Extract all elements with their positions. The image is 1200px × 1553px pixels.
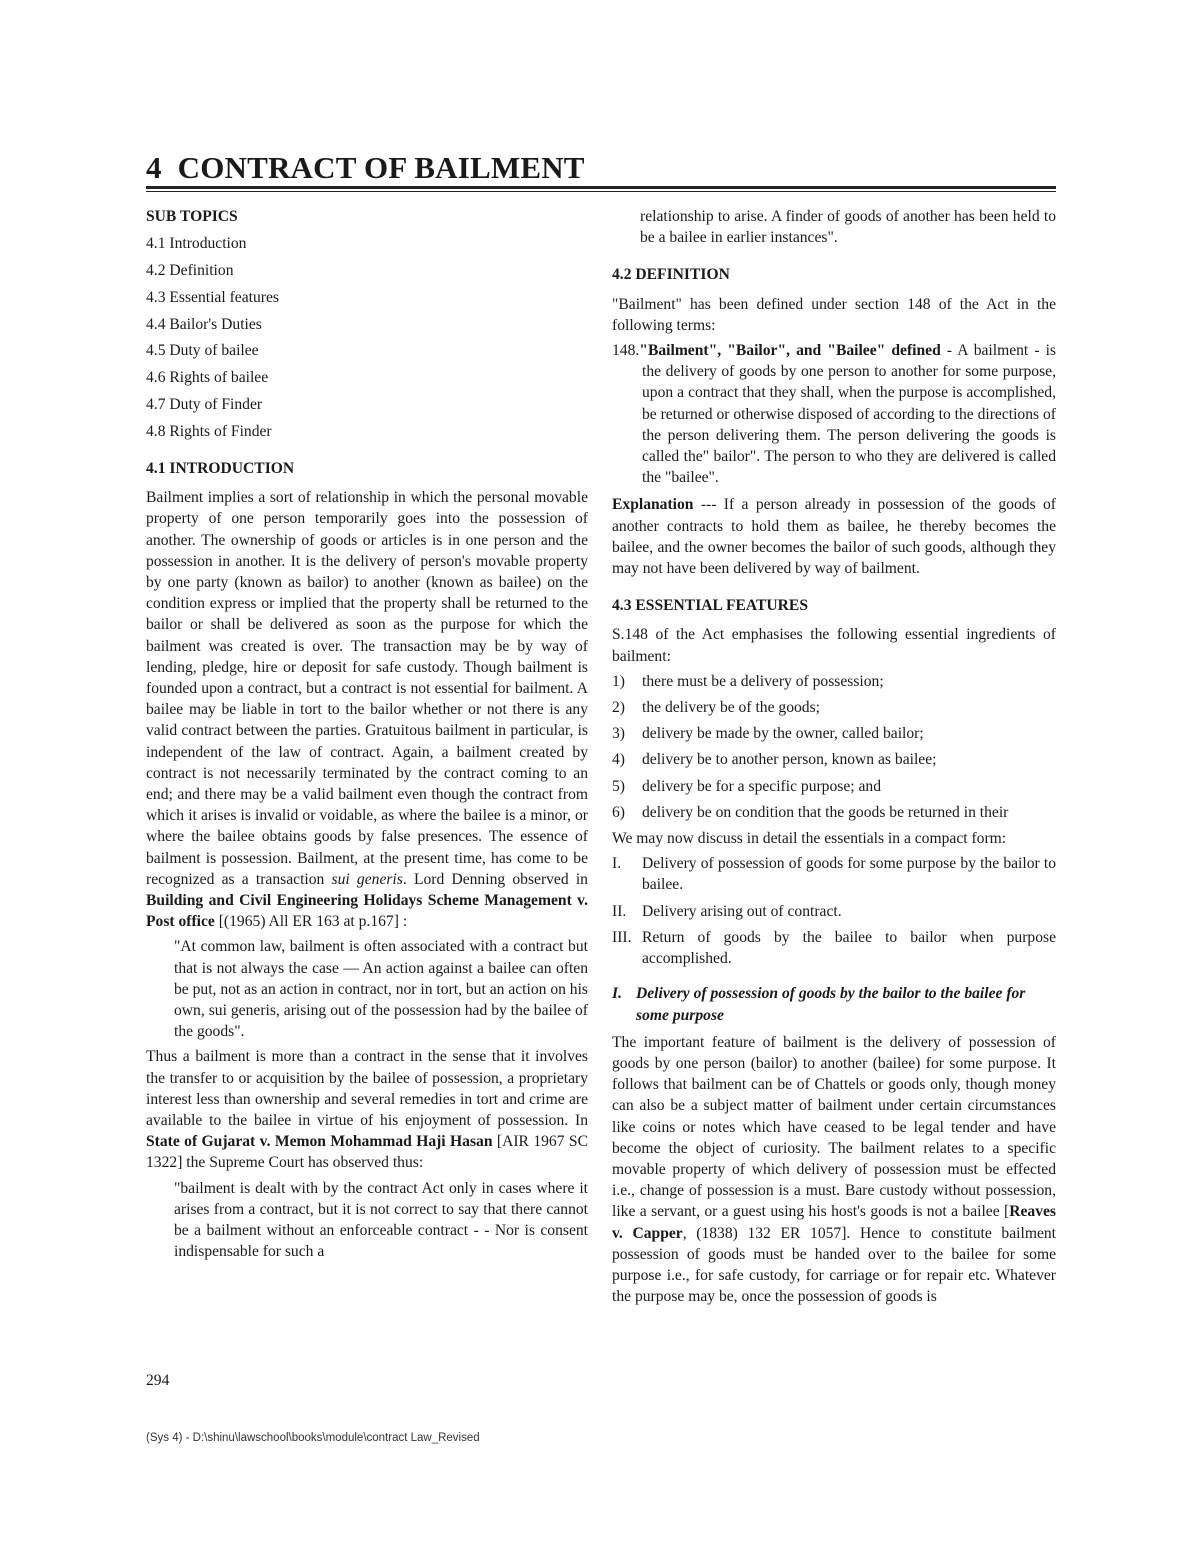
introduction-paragraph-2: Thus a bailment is more than a contract in the sense that it involves the transfer to or acquisition by the bailee of possession, a proprietary interest less than ownership and several remedies in tort and crime are available to the bailee in virtue of his enjoyment of possession. In State of Gujarat v. Memon Mohammad Haji Hasan [AIR 1967 SC 1322] the Supreme Court has observed thus:	[146, 1048, 588, 1172]
sub-topic-item: 4.6 Rights of bailee	[146, 369, 269, 387]
sub-topics-heading: SUB TOPICS	[146, 208, 238, 225]
explanation-paragraph: Explanation --- If a person already in possession of the goods of another contracts to hold them as bailee, he thereby becomes the bailee, and the owner becomes the bailor of such goods, although they may not have been delivered by way of bailment.	[612, 496, 1056, 578]
essential-features-heading: 4.3 ESSENTIAL FEATURES	[612, 597, 808, 615]
definition-heading: 4.2 DEFINITION	[612, 266, 730, 284]
case-citation: State of Gujarat v. Memon Mohammad Haji Hasan	[146, 1133, 493, 1151]
section-148-text: 148."Bailment", "Bailor", and "Bailee" defined - A bailment - is the delivery of goods by one person to another for some purpose, upon a contract that they shall, when the purpose is accomplished, be returned or otherwise disposed of according to the directions of the person delivering them. The person delivering the goods is called the" bailor". The person to who they are delivered is called the "bailee".	[612, 342, 1056, 487]
sub-topics-list	[146, 233, 588, 442]
introduction-heading: 4.1 INTRODUCTION	[146, 459, 295, 477]
list-item: 1) there must be a delivery of possession;	[612, 672, 884, 690]
case-citation: Building and Civil Engineering Holidays Scheme Management v. Post office	[146, 892, 588, 931]
list-item: 4) delivery be to another person, known as bailee;	[612, 751, 937, 769]
quote-supreme-court: "bailment is dealt with by the contract Act only in cases where it arises from a contract, but it is not correct to say that there cannot be a bailment without an enforceable contract - - Nor is consent indispensable for such a	[174, 1179, 588, 1261]
sub-topic-item: 4.2 Definition	[146, 262, 234, 279]
title-rule-thick	[146, 186, 1056, 189]
sub-topic-item: 4.1 Introduction	[146, 235, 247, 253]
list-item: 6) delivery be on condition that the goods be returned in their	[612, 803, 1009, 821]
chapter-title: 4 CONTRACT OF BAILMENT	[146, 150, 585, 185]
list-item: II. Delivery arising out of contract.	[612, 902, 842, 920]
list-item: I. Delivery of possession of goods for some purpose by the bailor to bailee.	[612, 855, 1056, 894]
sub-topic-item: 4.8 Rights of Finder	[146, 422, 272, 440]
list-item: 5) delivery be for a specific purpose; and	[612, 777, 882, 795]
subsection-heading: I. Delivery of possession of goods by the bailor to the bailee for some purpose	[612, 985, 1026, 1024]
sub-topic-item: 4.3 Essential features	[146, 288, 279, 306]
sub-topic-item: 4.4 Bailor's Duties	[146, 315, 262, 333]
title-rule-thin	[146, 191, 1056, 192]
quote-supreme-court-continued: relationship to arise. A finder of goods of another has been held to be a bailee in earlier instances".	[640, 208, 1056, 247]
page-number: 294	[146, 1372, 170, 1389]
delivery-of-possession-paragraph: The important feature of bailment is the delivery of possession of goods by one person (bailor) to another (bailee) for some purpose. It follows that bailment can be of Chattels or goods only, though money can also be a subject matter of bailment under certain circumstances like coins or notes which have ceased to be legal tender and have become the object of curiosity. The bailment relates to a specific movable property of which delivery of possession must be effected i.e., change of possession is a must. Bare custody without possession, like a servant, or a guest using his host's goods is not a bailee [Reaves v. Capper, (1838) 132 ER 1057]. Hence to constitute bailment possession of goods must be handed over to the bailee for some purpose i.e., for safe custody, for carriage or for repair etc. Whatever the purpose may be, once the possession of goods is	[612, 1033, 1056, 1306]
list-item: III. Return of goods by the bailee to bailor when purpose accomplished.	[612, 928, 1056, 968]
right-column	[612, 206, 1056, 1307]
discuss-sentence: We may now discuss in detail the essentials in a compact form:	[612, 830, 1007, 848]
file-path-footer: (Sys 4) - D:\shinu\lawschool\books\module\contract Law_Revised	[146, 1432, 480, 1444]
list-item: 2) the delivery be of the goods;	[612, 699, 820, 717]
sub-topic-item: 4.5 Duty of bailee	[146, 342, 259, 360]
case-citation: Reaves v. Capper	[612, 1203, 1056, 1242]
quote-denning: "At common law, bailment is often associated with a contract but that is not always the case — An action against a bailee can often be put, not as an action in contract, nor in tort, but an action on his own, sui generis, arising out of the possession had by the bailee of the goods".	[174, 938, 589, 1041]
list-item: 3) delivery be made by the owner, called bailor;	[612, 725, 924, 743]
left-column	[146, 206, 588, 1267]
sub-topic-item: 4.7 Duty of Finder	[146, 395, 263, 413]
roman-list	[612, 853, 1056, 969]
essential-features-intro: S.148 of the Act emphasises the following essential ingredients of bailment:	[612, 626, 1056, 665]
essential-ingredients-list	[612, 671, 1056, 823]
introduction-paragraph: Bailment implies a sort of relationship in which the personal movable property of one person temporarily goes into the possession of another. The ownership of goods or articles is in one person and the possession in another. It is the delivery of person's movable property by one party (known as bailor) to another (known as bailee) on the condition express or implied that the property shall be returned to the bailor or shall be delivered as soon as the purpose for which the bailment was created is over. The transaction may be by way of lending, pledge, hire or deposit for safe custody. Though bailment is founded upon a contract, but a contract is not essential for bailment. A bailee may be liable in tort to the bailor whether or not there is any valid contract between the parties. Gratuitous bailment in particular, is independent of the law of contract. Again, a bailment created by contract is not necessarily terminated by the contract coming to an end; and there may be a valid bailment even though the contract from which it arises is invalid or voidable, as where the bailee is a minor, or where the bailee obtains goods by false presences. The essence of bailment is possession. Bailment, at the present time, has come to be recognized as a transaction sui generis. Lord Denning observed in Building and Civil Engineering Holidays Scheme Management v. Post office [(1965) All ER 163 at p.167] :	[146, 489, 588, 931]
definition-intro: "Bailment" has been defined under section 148 of the Act in the following terms:	[612, 295, 1056, 334]
